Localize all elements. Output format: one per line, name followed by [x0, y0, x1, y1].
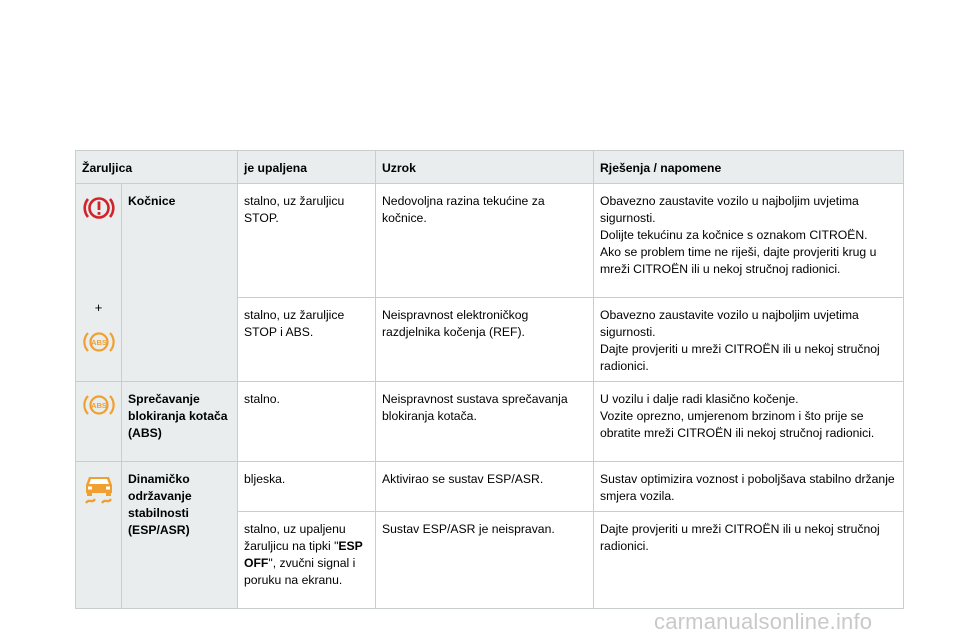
lamp-icon-cell	[76, 382, 122, 462]
header-cause: Uzrok	[376, 151, 594, 184]
header-on: je upaljena	[238, 151, 376, 184]
cell-solution	[594, 184, 904, 298]
cell-on: stalno, uz žaruljicu STOP.	[238, 184, 376, 298]
plus-sign: +	[94, 300, 103, 315]
lamp-icon-cell	[76, 462, 122, 609]
solution-line: Obavezno zaustavite vozilo u najboljim uvjetima sigurnosti.	[600, 194, 859, 225]
cell-cause: Neispravnost sustava sprečavanja blokiranja kotača.	[376, 382, 594, 462]
solution-line: Dajte provjeriti u mreži CITROËN ili u nekoj stručnoj radionici.	[600, 522, 880, 553]
solution-line: Ako se problem time ne riješi, dajte provjeriti krug u mreži CITROËN ili u nekoj stručnoj radionici.	[600, 245, 877, 276]
abs-warning-icon	[83, 328, 115, 356]
solution-line: Dajte provjeriti u mreži CITROËN ili u nekoj stručnoj radionici.	[600, 342, 880, 373]
table-row	[76, 462, 904, 512]
solution-line: Vozite oprezno, umjerenom brzinom i što prije se obratite mreži CITROËN ili nekoj stručnoj radionici.	[600, 409, 875, 440]
cell-cause: Aktivirao se sustav ESP/ASR.	[376, 462, 594, 512]
cell-solution	[594, 298, 904, 382]
solution-line: Obavezno zaustavite vozilo u najboljim uvjetima sigurnosti.	[600, 308, 859, 339]
cell-solution	[594, 382, 904, 462]
cell-on	[238, 512, 376, 609]
cell-on: bljeska.	[238, 462, 376, 512]
svg-text:ABS: ABS	[90, 338, 107, 347]
group-name-abs: Sprečavanje blokiranja kotača (ABS)	[122, 382, 238, 462]
watermark: carmanualsonline.info	[654, 609, 873, 634]
header-lamp: Žaruljica	[76, 151, 238, 184]
cell-on: stalno.	[238, 382, 376, 462]
solution-line: Dolijte tekućinu za kočnice s oznakom CITROËN.	[600, 228, 868, 242]
table-header-row	[76, 151, 904, 184]
group-name-esp: Dinamičko održavanje stabilnosti (ESP/ASR)	[122, 462, 238, 609]
solution-line: Sustav optimizira voznost i poboljšava stabilno držanje smjera vozila.	[600, 472, 895, 503]
cell-solution	[594, 512, 904, 609]
abs-warning-icon	[83, 391, 115, 419]
warning-lamp-table	[75, 150, 904, 609]
brake-warning-icon	[83, 193, 115, 223]
solution-line: U vozilu i dalje radi klasično kočenje.	[600, 392, 799, 406]
header-solution: Rješenja / napomene	[594, 151, 904, 184]
table-row	[76, 184, 904, 298]
group-name-brakes: Kočnice	[122, 184, 238, 382]
esp-off-label: ESP OFF	[244, 539, 363, 570]
svg-text:ABS: ABS	[90, 401, 107, 410]
cell-cause: Sustav ESP/ASR je neispravan.	[376, 512, 594, 609]
cell-cause: Neispravnost elektroničkog razdjelnika kočenja (REF).	[376, 298, 594, 382]
cell-cause: Nedovoljna razina tekućine za kočnice.	[376, 184, 594, 298]
cell-solution	[594, 462, 904, 512]
cell-on: stalno, uz žaruljice STOP i ABS.	[238, 298, 376, 382]
lamp-icon-cell	[76, 184, 122, 382]
table-row	[76, 382, 904, 462]
on-text-suffix: ", zvučni signal i poruku na ekranu.	[244, 556, 356, 587]
on-text-prefix: stalno, uz upaljenu žaruljicu na tipki "	[244, 522, 346, 553]
esp-skid-car-icon	[82, 471, 116, 507]
